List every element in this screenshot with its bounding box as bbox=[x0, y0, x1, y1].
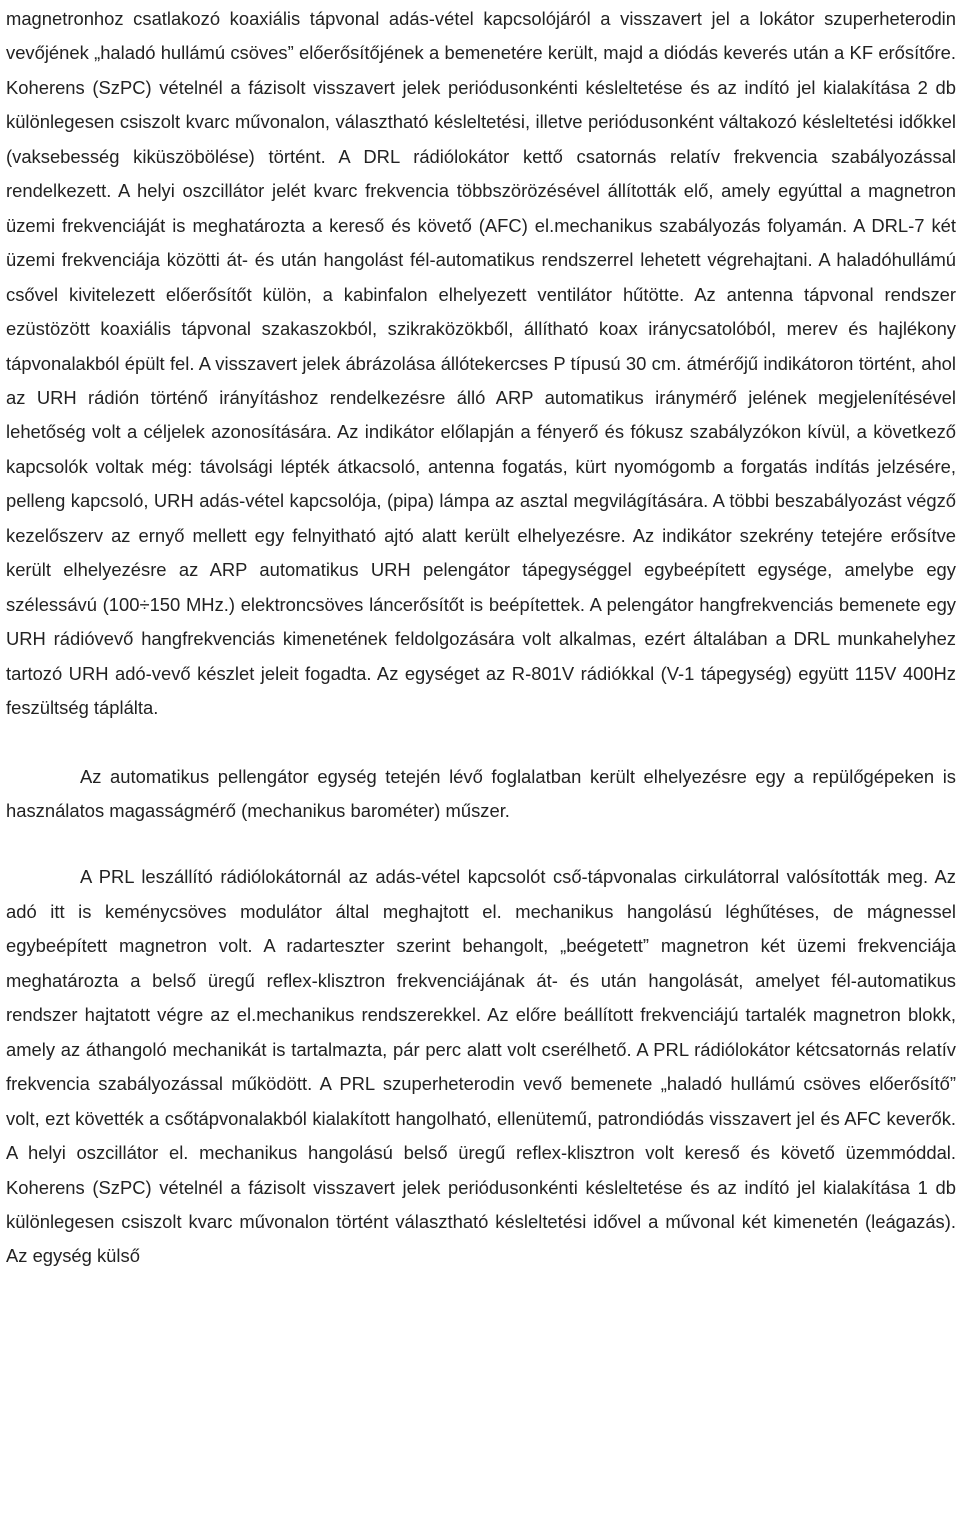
paragraph-drl-receiver: magnetronhoz csatlakozó koaxiális tápvonal adás-vétel kapcsolójáról a visszavert jel a lokátor szuperheterodin vevőjének „haladó hullámú csöves” előerősítőjének a bemenetére került, majd a diódás keverés után a KF erősítőre. Koherens (SzPC) vételnél a fázisolt visszavert jelek periódusonkénti késleltetése és az indító jel kialakítása 2 db különlegesen csiszolt kvarc művonalon, választható késleltetési, illetve periódusonként váltakozó késleltetési időkkel (vaksebesség kiküszöbölése) történt. A DRL rádiólokátor kettő csatornás relatív frekvencia szabályozással rendelkezett. A helyi oszcillátor jelét kvarc frekvencia többszörözésével állították elő, amely egyúttal a magnetron üzemi frekvenciáját is meghatározta a kereső és követő (AFC) el.mechanikus szabályozás folyamán. A DRL-7 két üzemi frekvenciája közötti át- és után hangolást fél-automatikus rendszerrel lehetett végrehajtani. A haladóhullámú csővel kivitelezett előerősítőt külön, a kabinfalon elhelyezett ventilátor hűtötte. Az antenna tápvonal rendszer ezüstözött koaxiális tápvonal szakaszokból, szikraközökből, állítható koax iránycsatolóból, merev és hajlékony tápvonalakból épült fel. A visszavert jelek ábrázolása állótekercses P típusú 30 cm. átmérőjű indikátoron történt, ahol az URH rádión történő irányításhoz rendelkezésre álló ARP automatikus iránymérő jelének megjelenítésével lehetőség volt a céljelek azonosítására. Az indikátor előlapján a fényerő és fókusz szabályzókon kívül, a következő kapcsolók voltak még: távolsági lépték átkacsoló, antenna fogatás, kürt nyomógomb a forgatás indítás jelzésére, pelleng kapcsoló, URH adás-vétel kapcsolója, (pipa) lámpa az asztal megvilágítására. A többi beszabályozást végző kezelőszerv az ernyő mellett egy felnyitható ajtó alatt került elhelyezésre. Az indikátor szekrény tetejére erősítve került elhelyezésre az ARP automatikus URH pelengátor tápegységgel egybeépített egysége, amelybe egy szélessávú (100÷150 MHz.) elektroncsöves láncerősítőt is beépítettek. A pelengátor hangfrekvenciás bemenete egy URH rádióvevő hangfrekvenciás kimenetének feldolgozására volt alkalmas, ezért általában a DRL munkahelyhez tartozó URH adó-vevő készlet jeleit fogadta. Az egységet az R-801V rádiókkal (V-1 tápegység) együtt 115V 400Hz feszültség táplálta. bbox=[6, 8, 956, 719]
paragraph-prl-radar: A PRL leszállító rádiólokátornál az adás-vétel kapcsolót cső-tápvonalas cirkulátorral valósították meg. Az adó itt is keménycsöves modulátor által meghajtott el. mechanikus hangolású léghűtéses, de mágnessel egybeépített magnetron volt. A radarteszter szerint behangolt, „beégetett” magnetron két üzemi frekvenciája meghatározta a belső üregű reflex-klisztron frekvenciájának át- és után hangolását, amelyet fél-automatikus rendszer hajtatott végre az el.mechanikus rendszerekkel. Az előre beállított frekvenciájú tartalék magnetron blokk, amely az áthangoló mechanikát is tartalmazta, pár perc alatt volt cserélhető. A PRL rádiólokátor kétcsatornás relatív frekvencia szabályozással működött. A PRL szuperheterodin vevő bemenete „haladó hullámú csöves előerősítő” volt, ezt követték a csőtápvonalakból kialakított hangolható, ellenütemű, patrondiódás visszavert jel és AFC keverők. A helyi oszcillátor el. mechanikus hangolású belső üregű reflex-klisztron volt kereső és követő üzemmóddal. Koherens (SzPC) vételnél a fázisolt visszavert jelek periódusonkénti késleltetése és az indító jel kialakítása 1 db különlegesen csiszolt kvarc művonalon történt választható késleltetési idővel a művonal két kimenetén (leágazás). Az egység külső bbox=[6, 866, 956, 1267]
paragraph-altimeter: Az automatikus pellengátor egység tetején lévő foglalatban került elhelyezésre egy a repülőgépeken is használatos magasságmérő (mechanikus barométer) műszer. bbox=[6, 765, 956, 821]
document-page bbox=[6, 2, 956, 1274]
